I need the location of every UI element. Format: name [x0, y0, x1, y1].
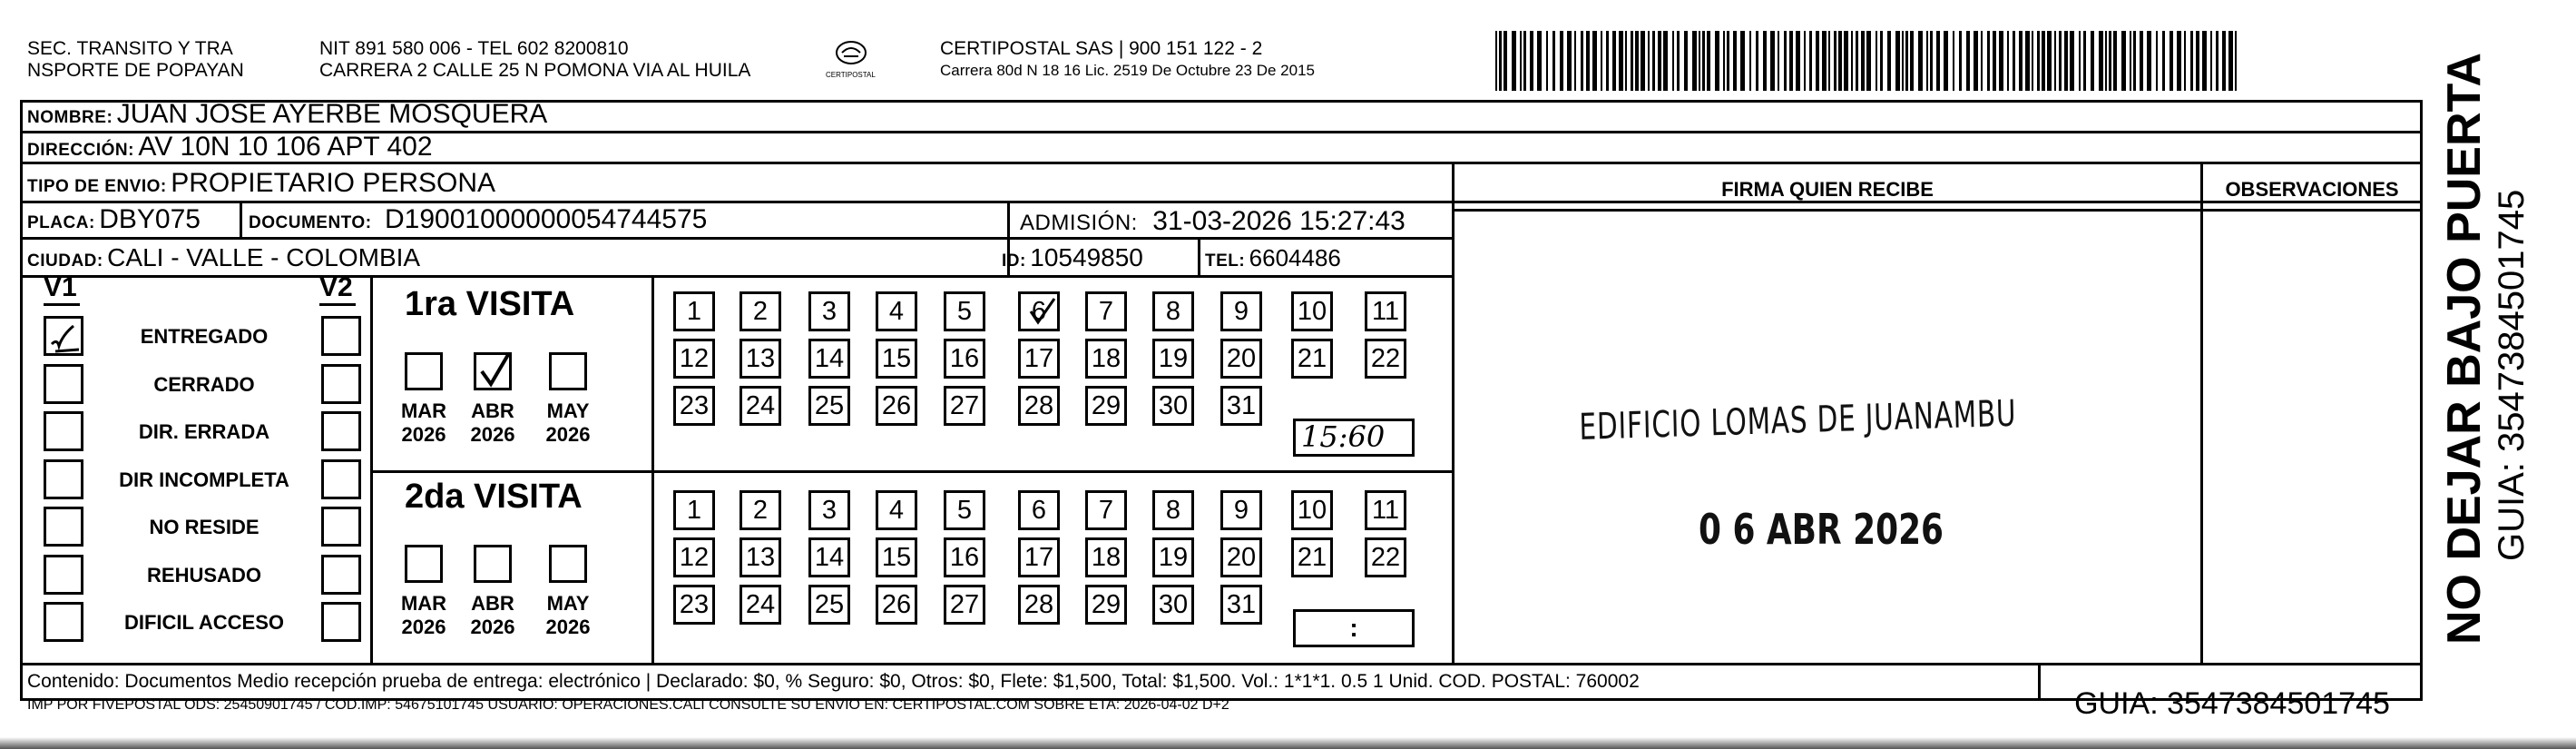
nombre-label: NOMBRE:	[27, 108, 113, 127]
barcode-bar	[1612, 31, 1616, 91]
barcode-bar	[2202, 31, 2207, 91]
day-box[interactable]: 17	[1018, 537, 1060, 577]
month-name: MAY	[546, 592, 590, 615]
v1-checkbox[interactable]	[44, 507, 83, 547]
barcode-bar	[1625, 31, 1627, 91]
barcode-bar	[1816, 31, 1819, 91]
day-box[interactable]: 18	[1085, 537, 1127, 577]
barcode-bar	[1902, 31, 1904, 91]
barcode-bar	[1658, 31, 1661, 91]
barcode-bar	[1822, 31, 1827, 91]
barcode-bar	[2013, 31, 2015, 91]
day-box[interactable]: 28	[1018, 585, 1060, 625]
month-checkbox[interactable]	[474, 545, 512, 583]
barcode-bar	[2190, 31, 2193, 91]
day-box[interactable]: 8	[1152, 291, 1194, 331]
day-box[interactable]: 15	[876, 537, 917, 577]
barcode-bar	[1974, 31, 1978, 91]
barcode-bar	[1677, 31, 1680, 91]
day-box[interactable]: 31	[1220, 386, 1262, 426]
barcode-bar	[1663, 31, 1668, 91]
barcode-bar	[2025, 31, 2030, 91]
tel-value: 6604486	[1249, 244, 1341, 271]
sender-name	[27, 38, 244, 82]
day-box[interactable]: 3	[808, 490, 850, 530]
barcode-bar	[2130, 31, 2131, 91]
month-label	[461, 399, 524, 447]
day-box[interactable]: 12	[673, 537, 715, 577]
firma-header: FIRMA QUIEN RECIBE	[1721, 178, 1934, 201]
nit-line: NIT 891 580 006 - TEL 602 8200810	[319, 38, 629, 59]
v2-checkbox[interactable]	[321, 316, 361, 356]
barcode-bar	[1503, 31, 1507, 91]
day-box[interactable]: 12	[673, 339, 715, 379]
v2-checkbox[interactable]	[321, 411, 361, 451]
documento-value: D19001000000054744575	[385, 204, 708, 234]
day-box[interactable]: 21	[1291, 339, 1333, 379]
direccion-label: DIRECCIÓN:	[27, 141, 134, 160]
day-box[interactable]: 4	[876, 490, 917, 530]
divider	[1452, 162, 1455, 663]
day-box[interactable]: 10	[1291, 291, 1333, 331]
barcode-bar	[1987, 31, 1990, 91]
barcode-bar	[1834, 31, 1837, 91]
side-guia: GUIA: 3547384501745	[2492, 189, 2532, 561]
check-mark-icon	[476, 355, 513, 391]
barcode-bar	[1635, 31, 1639, 91]
divider	[1452, 209, 2423, 212]
barcode-bar	[2222, 31, 2226, 91]
status-label: NO RESIDE	[149, 516, 260, 538]
day-box[interactable]: 19	[1152, 537, 1194, 577]
barcode-bar	[2140, 31, 2143, 91]
status-label: CERRADO	[153, 373, 255, 396]
barcode-bar	[1905, 31, 1908, 91]
barcode-bar	[1495, 31, 1497, 91]
barcode-bar	[2037, 31, 2040, 91]
barcode-bar	[1530, 31, 1533, 91]
admision-row	[1020, 205, 1406, 242]
tipo-label: TIPO DE ENVIO:	[27, 177, 167, 196]
id-label: ID:	[1002, 251, 1026, 271]
nombre-row	[27, 98, 547, 135]
day-box[interactable]: 17	[1018, 339, 1060, 379]
barcode-bar	[1684, 31, 1688, 91]
barcode-bar	[2184, 31, 2186, 91]
barcode-bar	[1981, 31, 1983, 91]
barcode-bar	[2019, 31, 2023, 91]
barcode-bar	[2064, 31, 2068, 91]
barcode-bar	[1861, 31, 1865, 91]
id-row	[1002, 241, 1143, 279]
v1-checkbox[interactable]	[44, 411, 83, 451]
tipo-row	[27, 167, 495, 204]
day-box[interactable]: 9	[1220, 490, 1262, 530]
day-box[interactable]: 19	[1152, 339, 1194, 379]
v2-checkbox[interactable]	[321, 602, 361, 642]
day-box[interactable]: 13	[739, 339, 781, 379]
day-box[interactable]: 27	[944, 585, 985, 625]
day-box[interactable]: 10	[1291, 490, 1333, 530]
barcode-bar	[2210, 31, 2212, 91]
day-box[interactable]: 13	[739, 537, 781, 577]
day-box[interactable]: 31	[1220, 585, 1262, 625]
barcode-bar	[2196, 31, 2199, 91]
barcode-bar	[1574, 31, 1576, 91]
day-box[interactable]: 16	[944, 537, 985, 577]
barcode-bar	[1895, 31, 1900, 91]
month-year: 2026	[545, 616, 591, 638]
divider	[20, 663, 2423, 665]
barcode-bar	[1641, 31, 1645, 91]
placa-label: PLACA:	[27, 213, 95, 232]
barcode-bar	[1944, 31, 1948, 91]
barcode-bar	[1702, 31, 1705, 91]
barcode-bar	[2162, 31, 2165, 91]
barcode-bar	[1887, 31, 1891, 91]
status-label: DIR. ERRADA	[138, 420, 270, 443]
v1-checkbox[interactable]	[44, 364, 83, 404]
barcode-bar	[2099, 31, 2103, 91]
barcode-bar	[1740, 31, 1745, 91]
observaciones-header: OBSERVACIONES	[2225, 178, 2399, 201]
day-box[interactable]: 6	[1018, 291, 1060, 331]
second-visit-title: 2da VISITA	[405, 478, 583, 516]
day-box[interactable]: 20	[1220, 537, 1262, 577]
month-label	[392, 592, 455, 639]
ciudad-row	[27, 241, 420, 279]
day-box[interactable]: 16	[944, 339, 985, 379]
barcode-bar	[1672, 31, 1674, 91]
day-box[interactable]: 18	[1085, 339, 1127, 379]
barcode-bar	[1784, 31, 1787, 91]
barcode-bar	[1707, 31, 1710, 91]
day-box[interactable]: 11	[1365, 490, 1406, 530]
month-name: MAY	[546, 399, 590, 422]
barcode-bar	[1804, 31, 1806, 91]
barcode-bar	[1723, 31, 1725, 91]
courier-info	[940, 38, 1315, 80]
barcode-bar	[2083, 31, 2086, 91]
month-name: ABR	[471, 592, 514, 615]
barcode-bar	[1880, 31, 1883, 91]
v1-header: V1	[44, 272, 77, 302]
barcode-bar	[1876, 31, 1877, 91]
day-box[interactable]: 27	[944, 386, 985, 426]
first-visit-time-box	[1293, 419, 1415, 457]
barcode-bar	[2070, 31, 2074, 91]
footer-print-info: IMP POR FIVEPOSTAL ODS: 25450901745 / COD.IMP: 54675101745 USUARIO: OPERACIONES.CALI CONSULTE SU ENVIO EN: CERTIPOSTAL.COM SOBRE ETA: 2026-04-02 D+2	[27, 697, 1229, 713]
check-mark-icon	[46, 319, 83, 355]
day-box[interactable]: 5	[944, 490, 985, 530]
side-warning: NO DEJAR BAJO PUERTA	[2438, 52, 2491, 645]
month-checkbox[interactable]	[549, 352, 587, 390]
courier-line-2: Carrera 80d N 18 16 Lic. 2519 De Octubre 23 De 2015	[940, 62, 1315, 79]
barcode-bar	[2113, 31, 2117, 91]
second-visit-time: :	[1349, 614, 1358, 642]
barcode-bar	[1936, 31, 1940, 91]
barcode-bar	[2054, 31, 2056, 91]
v2-checkbox[interactable]	[321, 507, 361, 547]
barcode-bar	[2177, 31, 2181, 91]
barcode-bar	[1851, 31, 1853, 91]
status-label: REHUSADO	[147, 564, 261, 586]
nombre-value: JUAN JOSE AYERBE MOSQUERA	[116, 99, 548, 129]
divider	[370, 275, 373, 663]
day-box[interactable]: 2	[739, 291, 781, 331]
barcode-bar	[1959, 31, 1962, 91]
month-year: 2026	[470, 423, 515, 446]
barcode-bar	[2156, 31, 2158, 91]
first-visit-time: 15:60	[1301, 419, 1386, 454]
day-box[interactable]: 9	[1220, 291, 1262, 331]
barcode-bar	[1756, 31, 1758, 91]
tel-label: TEL:	[1205, 251, 1246, 271]
certipostal-logo	[824, 34, 878, 89]
divider	[651, 275, 654, 663]
direccion-row	[27, 131, 433, 168]
sender-line-1: SEC. TRANSITO Y TRA	[27, 38, 233, 59]
day-box[interactable]: 21	[1291, 537, 1333, 577]
admision-label: ADMISIÓN:	[1020, 211, 1138, 235]
month-label	[536, 592, 600, 639]
v1-checkbox[interactable]	[44, 316, 83, 356]
documento-label: DOCUMENTO:	[249, 213, 372, 232]
day-box[interactable]: 3	[808, 291, 850, 331]
status-label: DIR INCOMPLETA	[119, 468, 289, 491]
barcode-bar	[2042, 31, 2045, 91]
v2-checkbox[interactable]	[321, 555, 361, 595]
day-box[interactable]: 2	[739, 490, 781, 530]
barcode-bar	[2047, 31, 2052, 91]
barcode-bar	[2105, 31, 2107, 91]
divider	[240, 201, 242, 237]
month-year: 2026	[401, 423, 446, 446]
barcode-bar	[1692, 31, 1697, 91]
month-name: MAR	[400, 399, 447, 422]
day-box[interactable]: 8	[1152, 490, 1194, 530]
month-label	[536, 399, 600, 447]
month-checkbox[interactable]	[405, 352, 443, 390]
divider	[1198, 237, 1200, 275]
v1-checkbox[interactable]	[44, 459, 83, 499]
v1-underline	[44, 303, 80, 306]
day-box[interactable]: 15	[876, 339, 917, 379]
barcode-bar	[2147, 31, 2151, 91]
tel-row	[1205, 241, 1341, 279]
barcode-bar	[1586, 31, 1590, 91]
barcode-bar	[1520, 31, 1522, 91]
barcode-bar	[1918, 31, 1923, 91]
month-name: MAR	[400, 592, 447, 615]
barcode-bar	[2091, 31, 2094, 91]
direccion-value: AV 10N 10 106 APT 402	[138, 132, 433, 162]
month-checkbox[interactable]	[549, 545, 587, 583]
month-year: 2026	[401, 616, 446, 638]
v2-checkbox[interactable]	[321, 364, 361, 404]
documento-row	[249, 203, 707, 241]
barcode-bar	[1512, 31, 1516, 91]
stamp-line-1: EDIFICIO LOMAS DE JUANAMBU	[1579, 392, 2017, 448]
barcode-bar	[1966, 31, 1970, 91]
day-box[interactable]: 14	[808, 537, 850, 577]
scan-edge	[0, 737, 2576, 749]
barcode-bar	[1592, 31, 1597, 91]
check-mark-icon	[1018, 291, 1060, 331]
day-box[interactable]: 29	[1085, 585, 1127, 625]
barcode-bar	[1910, 31, 1914, 91]
day-box[interactable]: 23	[673, 386, 715, 426]
barcode-bar	[1809, 31, 1812, 91]
second-visit-time-box	[1293, 609, 1415, 647]
month-year: 2026	[470, 616, 515, 638]
admision-value: 31-03-2026 15:27:43	[1152, 206, 1406, 236]
barcode-bar	[2121, 31, 2126, 91]
day-box[interactable]: 28	[1018, 386, 1060, 426]
address-line: CARRERA 2 CALLE 25 N POMONA VIA AL HUILA	[319, 60, 751, 81]
barcode-bar	[2216, 31, 2218, 91]
barcode-bar	[1953, 31, 1954, 91]
day-box[interactable]: 1	[673, 291, 715, 331]
barcode-bar	[1866, 31, 1871, 91]
day-box[interactable]: 4	[876, 291, 917, 331]
day-box[interactable]: 25	[808, 585, 850, 625]
barcode-bar	[1789, 31, 1793, 91]
status-label: DIFICIL ACCESO	[123, 611, 284, 634]
barcode-bar	[1999, 31, 2003, 91]
sender-line-2: NSPORTE DE POPAYAN	[27, 60, 244, 81]
barcode-bar	[2133, 31, 2136, 91]
tipo-value: PROPIETARIO PERSONA	[171, 168, 496, 198]
v1-checkbox[interactable]	[44, 555, 83, 595]
day-box[interactable]: 7	[1085, 291, 1127, 331]
barcode-bar	[1856, 31, 1858, 91]
barcode-bar	[1770, 31, 1775, 91]
barcode-bar	[1552, 31, 1555, 91]
courier-line-1: CERTIPOSTAL SAS | 900 151 122 - 2	[940, 38, 1263, 59]
barcode	[1495, 31, 2239, 91]
barcode-bar	[1838, 31, 1842, 91]
barcode-bar	[1828, 31, 1830, 91]
month-label	[392, 399, 455, 447]
v1-checkbox[interactable]	[44, 602, 83, 642]
barcode-bar	[1567, 31, 1572, 91]
day-box[interactable]: 30	[1152, 386, 1194, 426]
divider	[370, 470, 1452, 473]
barcode-bar	[1699, 31, 1700, 91]
id-value: 10549850	[1030, 243, 1143, 271]
barcode-bar	[2228, 31, 2233, 91]
day-box[interactable]: 6	[1018, 490, 1060, 530]
barcode-bar	[1631, 31, 1633, 91]
day-box[interactable]: 29	[1085, 386, 1127, 426]
placa-value: DBY075	[99, 204, 201, 234]
ciudad-label: CIUDAD:	[27, 251, 103, 271]
barcode-bar	[1733, 31, 1737, 91]
barcode-bar	[1523, 31, 1526, 91]
v2-header: V2	[319, 272, 353, 302]
month-year: 2026	[545, 423, 591, 446]
day-box[interactable]: 26	[876, 585, 917, 625]
month-name: ABR	[471, 399, 514, 422]
barcode-bar	[1652, 31, 1655, 91]
day-box[interactable]: 14	[808, 339, 850, 379]
footer-contents: Contenido: Documentos Medio recepción prueba de entrega: electrónico | Declarado: $0, % Seguro: $0, Otros: $0, Flete: $1,500, Total: $1,500. Vol.: 1*1*1. 0.5 1 Unid. COD. POSTAL: 760002	[27, 671, 1640, 692]
barcode-bar	[1727, 31, 1729, 91]
day-box[interactable]: 30	[1152, 585, 1194, 625]
month-checkbox[interactable]	[474, 352, 512, 390]
day-box[interactable]: 11	[1365, 291, 1406, 331]
day-box[interactable]: 22	[1365, 339, 1406, 379]
barcode-bar	[1581, 31, 1583, 91]
footer-guia: GUIA: 3547384501745	[2074, 686, 2390, 721]
barcode-bar	[2109, 31, 2111, 91]
placa-row	[27, 203, 201, 241]
month-checkbox[interactable]	[405, 545, 443, 583]
barcode-bar	[1606, 31, 1609, 91]
barcode-bar	[1844, 31, 1848, 91]
barcode-bar	[1926, 31, 1928, 91]
barcode-bar	[2170, 31, 2173, 91]
barcode-bar	[1778, 31, 1779, 91]
day-box[interactable]: 1	[673, 490, 715, 530]
barcode-bar	[2235, 31, 2237, 91]
barcode-bar	[1546, 31, 1548, 91]
day-box[interactable]: 24	[739, 386, 781, 426]
barcode-bar	[1715, 31, 1719, 91]
barcode-bar	[1993, 31, 1996, 91]
barcode-bar	[1499, 31, 1502, 91]
barcode-bar	[1749, 31, 1751, 91]
barcode-bar	[1930, 31, 1933, 91]
divider	[2038, 663, 2041, 701]
barcode-bar	[2007, 31, 2009, 91]
day-box[interactable]: 26	[876, 386, 917, 426]
day-box[interactable]: 23	[673, 585, 715, 625]
stamp-line-2: 0 6 ABR 2026	[1699, 505, 1944, 554]
v2-underline	[319, 303, 356, 306]
barcode-bar	[1560, 31, 1563, 91]
day-box[interactable]: 25	[808, 386, 850, 426]
barcode-bar	[1796, 31, 1800, 91]
sender-contact	[319, 38, 750, 82]
day-box[interactable]: 24	[739, 585, 781, 625]
day-box[interactable]: 20	[1220, 339, 1262, 379]
logo-text: CERTIPOSTAL	[826, 71, 876, 79]
divider	[2200, 162, 2203, 663]
barcode-bar	[1763, 31, 1767, 91]
barcode-bar	[2079, 31, 2081, 91]
day-box[interactable]: 5	[944, 291, 985, 331]
barcode-bar	[1619, 31, 1623, 91]
barcode-bar	[2032, 31, 2033, 91]
day-box[interactable]: 22	[1365, 537, 1406, 577]
ciudad-value: CALI - VALLE - COLOMBIA	[107, 243, 421, 271]
barcode-bar	[1537, 31, 1542, 91]
day-box[interactable]: 7	[1085, 490, 1127, 530]
month-label	[461, 592, 524, 639]
barcode-bar	[2059, 31, 2062, 91]
status-label: ENTREGADO	[140, 325, 269, 348]
first-visit-title: 1ra VISITA	[405, 285, 575, 323]
barcode-bar	[1601, 31, 1602, 91]
v2-checkbox[interactable]	[321, 459, 361, 499]
barcode-bar	[1648, 31, 1650, 91]
